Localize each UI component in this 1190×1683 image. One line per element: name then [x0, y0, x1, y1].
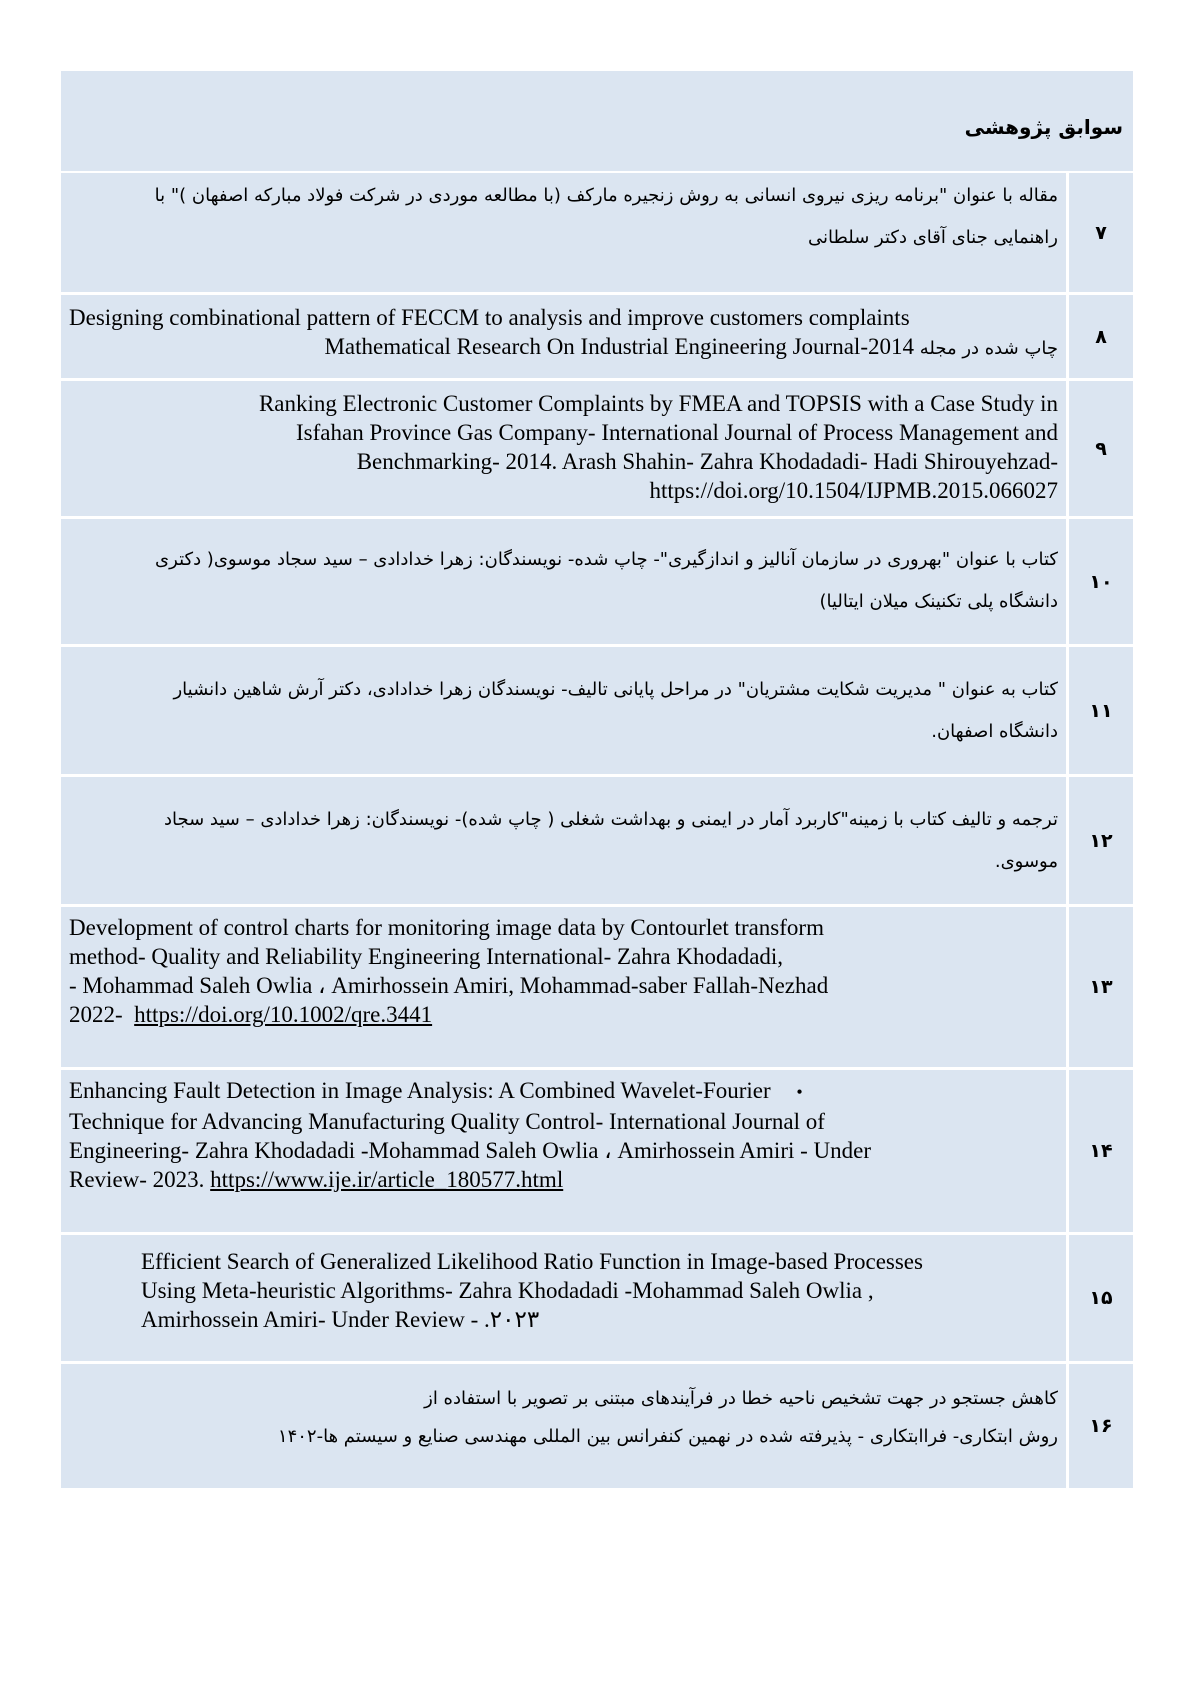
row-line: دانشگاه اصفهان. — [931, 721, 1058, 742]
row-line: Benchmarking- 2014. Arash Shahin- Zahra Khodadadi- Hadi Shirouyehzad- — [356, 449, 1058, 474]
table-row — [61, 907, 1133, 1070]
row-line — [69, 1165, 1058, 1194]
row-line: کتاب با عنوان "بهروری در سازمان آنالیز و اندازگیری"- چاپ شده- نویسندگان: زهرا خدادادی – سید سجاد موسوی( دکتری — [155, 549, 1058, 570]
row-number: ۱۴ — [1066, 1070, 1133, 1232]
journal-name: Mathematical Research On Industrial Engineering Journal-2014 — [324, 334, 914, 359]
row-line: Efficient Search of Generalized Likelihood Ratio Function in Image-based Processes — [141, 1249, 923, 1274]
row-number: ۱۶ — [1066, 1364, 1133, 1488]
table-row — [61, 647, 1133, 777]
row-content — [61, 295, 1066, 378]
row-number: ۱۲ — [1066, 777, 1133, 904]
row-content — [61, 777, 1066, 904]
table-row — [61, 381, 1133, 519]
row-line: - Mohammad Saleh Owlia ، Amirhossein Amiri, Mohammad-saber Fallah-Nezhad — [69, 973, 829, 998]
row-line: Technique for Advancing Manufacturing Quality Control- International Journal of — [69, 1109, 825, 1134]
row-line: Isfahan Province Gas Company- International Journal of Process Management and — [296, 420, 1058, 445]
row-content — [61, 381, 1066, 516]
doi-link[interactable]: https://doi.org/10.1002/qre.3441 — [134, 1002, 433, 1027]
row-number: ۱۵ — [1066, 1235, 1133, 1361]
table-row — [61, 777, 1133, 907]
row-line: Ranking Electronic Customer Complaints by FMEA and TOPSIS with a Case Study in — [258, 391, 1058, 416]
publication-year: Review- 2023. — [69, 1167, 205, 1192]
row-number: ۹ — [1066, 381, 1133, 516]
row-line: کاهش جستجو در جهت تشخیص ناحیه خطا در فرآیندهای مبتنی بر تصویر با استفاده از — [424, 1388, 1058, 1409]
row-number: ۱۰ — [1066, 519, 1133, 644]
paper-title: Designing combinational pattern of FECCM to analysis and improve customers complaints — [69, 305, 910, 330]
table-row — [61, 1364, 1133, 1488]
row-line: دانشگاه پلی تکنینک میلان ایتالیا) — [819, 591, 1058, 612]
row-line-text: Enhancing Fault Detection in Image Analysis: A Combined Wavelet-Fourier — [69, 1078, 771, 1103]
row-line: کتاب به عنوان " مدیریت شکایت مشتریان" در مراحل پایانی تالیف- نویسندگان زهرا خدادادی، دکتر آرش شاهین دانشیار — [173, 679, 1058, 700]
row-line: Using Meta-heuristic Algorithms- Zahra Khodadadi -Mohammad Saleh Owlia , — [141, 1278, 874, 1303]
row-line: Development of control charts for monitoring image data by Contourlet transform — [69, 915, 824, 940]
published-prefix: چاپ شده در مجله — [919, 338, 1058, 359]
row-line: Engineering- Zahra Khodadadi -Mohammad Saleh Owlia ، Amirhossein Amiri - Under — [69, 1138, 872, 1163]
row-number: ۱۳ — [1066, 907, 1133, 1067]
table-row — [61, 295, 1133, 381]
row-line — [69, 1076, 1058, 1107]
table-row — [61, 519, 1133, 647]
row-content — [61, 1070, 1066, 1232]
table-row — [61, 1235, 1133, 1364]
row-content — [61, 1364, 1066, 1488]
row-line — [69, 1000, 1058, 1029]
row-content — [61, 173, 1066, 292]
row-line: مقاله با عنوان "برنامه ریزی نیروی انسانی به روش زنجیره مارکف (با مطالعه موردی در شرکت فولاد مبارکه اصفهان )" با — [154, 185, 1058, 206]
row-content — [61, 1235, 1066, 1361]
bullet-icon: • — [796, 1082, 803, 1102]
row-line: روش ابتکاری- فراابتکاری - پذیرفته شده در نهمین کنفرانس بین المللی مهندسی صنایع و سیستم ها-۱۴۰۲ — [277, 1426, 1058, 1447]
row-content — [61, 519, 1066, 644]
row-number: ۷ — [1066, 173, 1133, 292]
row-line: Amirhossein Amiri- Under Review - .۲۰۲۳ — [141, 1307, 540, 1332]
research-history-table — [61, 71, 1133, 1488]
publication-line — [69, 332, 1058, 363]
row-content — [61, 907, 1066, 1067]
section-title: سوابق پژوهشی — [964, 115, 1123, 139]
article-link[interactable]: https://www.ije.ir/article_180577.html — [210, 1167, 564, 1192]
section-header — [61, 71, 1133, 173]
row-line: https://doi.org/10.1504/IJPMB.2015.066027 — [649, 478, 1058, 503]
row-number: ۸ — [1066, 295, 1133, 378]
table-row — [61, 1070, 1133, 1235]
row-line: method- Quality and Reliability Engineering International- Zahra Khodadadi, — [69, 944, 784, 969]
table-row — [61, 173, 1133, 295]
row-line: راهنمایی جنای آقای دکتر سلطانی — [808, 227, 1058, 248]
row-content — [61, 647, 1066, 774]
publication-year: 2022- — [69, 1002, 123, 1027]
row-line: موسوی. — [994, 851, 1058, 872]
row-number: ۱۱ — [1066, 647, 1133, 774]
row-line: ترجمه و تالیف کتاب با زمینه"کاربرد آمار در ایمنی و بهداشت شغلی ( چاپ شده)- نویسندگان: زهرا خدادادی – سید سجاد — [164, 809, 1058, 830]
